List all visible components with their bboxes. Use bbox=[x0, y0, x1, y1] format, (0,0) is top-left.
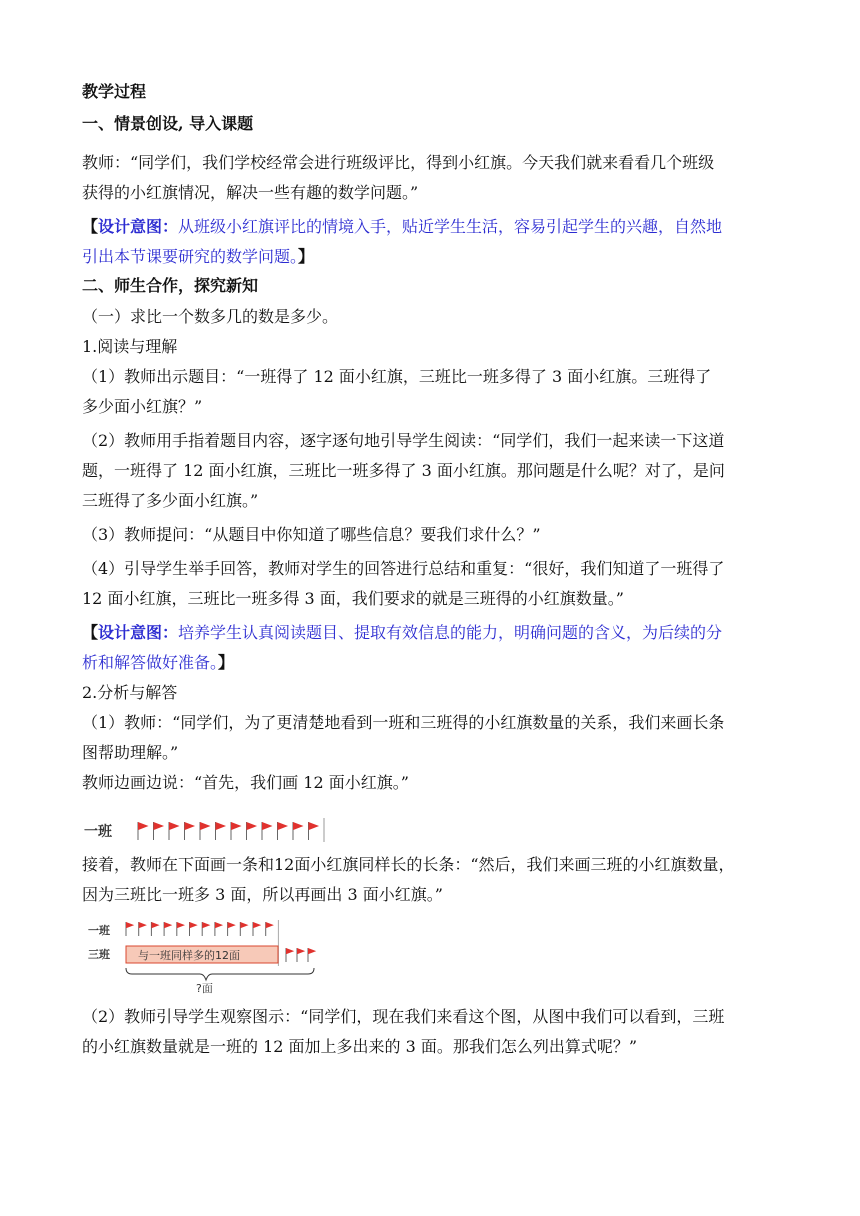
design-note-1-cont bbox=[82, 242, 782, 272]
p1-line2: 多少面小红旗？” bbox=[82, 397, 203, 416]
design-tag: 设计意图： bbox=[98, 217, 179, 236]
doc-heading: 教学过程 bbox=[82, 82, 147, 101]
p1-line1: （1）教师出示题目：“一班得了 12 面小红旗，三班比一班多得了 3 面小红旗。三班得了 bbox=[82, 367, 712, 386]
flag-icon bbox=[228, 922, 236, 936]
flag-icon bbox=[164, 922, 172, 936]
design-note-2 bbox=[82, 618, 782, 648]
p4-line2: 12 面小红旗，三班比一班多得 3 面，我们要求的就是三班得的小红旗数量。” bbox=[82, 589, 624, 608]
comparison-diagram bbox=[82, 914, 342, 996]
flag-icon bbox=[169, 822, 180, 840]
total-brace bbox=[126, 968, 314, 980]
design-close-bracket: 】 bbox=[298, 247, 315, 266]
bar-label: 与一班同样多的12面 bbox=[138, 949, 240, 962]
flag-icon bbox=[185, 822, 196, 840]
flag-icon bbox=[154, 822, 165, 840]
flag-icon bbox=[151, 922, 159, 936]
flag-icon bbox=[139, 922, 147, 936]
para1-line2: 获得的小红旗情况，解决一些有趣的数学问题。” bbox=[82, 183, 419, 202]
step1-title: 1.阅读与理解 bbox=[82, 337, 178, 356]
flag-icon bbox=[215, 922, 223, 936]
p2-line1: （2）教师用手指着题目内容，逐字逐句地引导学生阅读：“同学们，我们一起来读一下这道 bbox=[82, 431, 725, 450]
flag-icon bbox=[216, 822, 227, 840]
flag-icon bbox=[309, 822, 320, 840]
p2-line3: 三班得了多少面小红旗。” bbox=[82, 491, 259, 510]
fig2-label-class3: 三班 bbox=[88, 948, 110, 961]
flag-icon bbox=[278, 822, 289, 840]
para1-line1: 教师：“同学们，我们学校经常会进行班级评比，得到小红旗。今天我们就来看看几个班级 bbox=[82, 153, 715, 172]
design2-line2: 析和解答做好准备。 bbox=[82, 653, 219, 672]
q1-line2: 图帮助理解。” bbox=[82, 743, 179, 762]
after-fig1-line1: 接着，教师在下面画一条和12面小红旗同样长的长条：“然后，我们来画三班的小红旗数量， bbox=[82, 855, 735, 874]
flag-icon bbox=[293, 822, 304, 840]
q2-line2: 的小红旗数量就是一班的 12 面加上多出来的 3 面。那我们怎么列出算式呢？” bbox=[82, 1037, 638, 1056]
q1-line3: 教师边画边说：“首先，我们画 12 面小红旗。” bbox=[82, 773, 409, 792]
flag-icon bbox=[200, 822, 211, 840]
flag-icon bbox=[253, 922, 261, 936]
p3: （3）教师提问：“从题目中你知道了哪些信息？要我们求什么？” bbox=[82, 525, 541, 544]
design1-line2: 引出本节课要研究的数学问题。 bbox=[82, 247, 299, 266]
q2-line1: （2）教师引导学生观察图示：“同学们，现在我们来看这个图，从图中我们可以看到，三班 bbox=[82, 1007, 725, 1026]
class1-flag-diagram bbox=[82, 806, 362, 850]
flag-icon bbox=[202, 922, 210, 936]
p2-line2: 题，一班得了 12 面小红旗，三班比一班多得了 3 面小红旗。那问题是什么呢？对了，是问 bbox=[82, 461, 725, 480]
section1-title: 一、情景创设, 导入课题 bbox=[82, 114, 254, 133]
fig2-label-class1: 一班 bbox=[88, 924, 110, 937]
figure-class1-flags bbox=[82, 806, 782, 850]
design-note-2-cont bbox=[82, 648, 782, 678]
after-fig1-line2: 因为三班比一班多 3 面，所以再画出 3 面小红旗。” bbox=[82, 885, 443, 904]
flag-icon bbox=[138, 822, 149, 840]
flag-icon bbox=[126, 922, 134, 936]
flag-icon bbox=[308, 948, 316, 962]
flag-icon bbox=[190, 922, 198, 936]
flag-icon bbox=[266, 922, 274, 936]
fig1-label: 一班 bbox=[84, 824, 112, 840]
step2-title: 2.分析与解答 bbox=[82, 683, 178, 702]
subsection-1: （一）求比一个数多几的数是多少。 bbox=[82, 307, 339, 326]
q1-line1: （1）教师：“同学们，为了更清楚地看到一班和三班得的小红旗数量的关系，我们来画长条 bbox=[82, 713, 725, 732]
brace-label: ?面 bbox=[196, 982, 213, 995]
design2-open-bracket: 【 bbox=[82, 623, 99, 642]
figure-comparison bbox=[82, 914, 782, 996]
flag-icon bbox=[177, 922, 185, 936]
p4-line1: （4）引导学生举手回答，教师对学生的回答进行总结和重复：“很好，我们知道了一班得了 bbox=[82, 559, 725, 578]
flag-icon bbox=[231, 822, 242, 840]
design2-close-bracket: 】 bbox=[218, 653, 235, 672]
design1-line1: 从班级小红旗评比的情境入手，贴近学生生活，容易引起学生的兴趣，自然地 bbox=[178, 217, 723, 236]
flag-icon bbox=[262, 822, 273, 840]
flag-icon bbox=[240, 922, 248, 936]
design2-line1: 培养学生认真阅读题目、提取有效信息的能力，明确问题的含义，为后续的分 bbox=[178, 623, 723, 642]
flag-icon bbox=[247, 822, 258, 840]
flag-icon bbox=[286, 948, 294, 962]
document-body bbox=[82, 78, 782, 1062]
design2-tag: 设计意图： bbox=[98, 623, 179, 642]
flag-icon bbox=[297, 948, 305, 962]
section2-title: 二、师生合作，探究新知 bbox=[82, 276, 259, 295]
design-note-1 bbox=[82, 212, 782, 242]
design-open-bracket: 【 bbox=[82, 217, 99, 236]
